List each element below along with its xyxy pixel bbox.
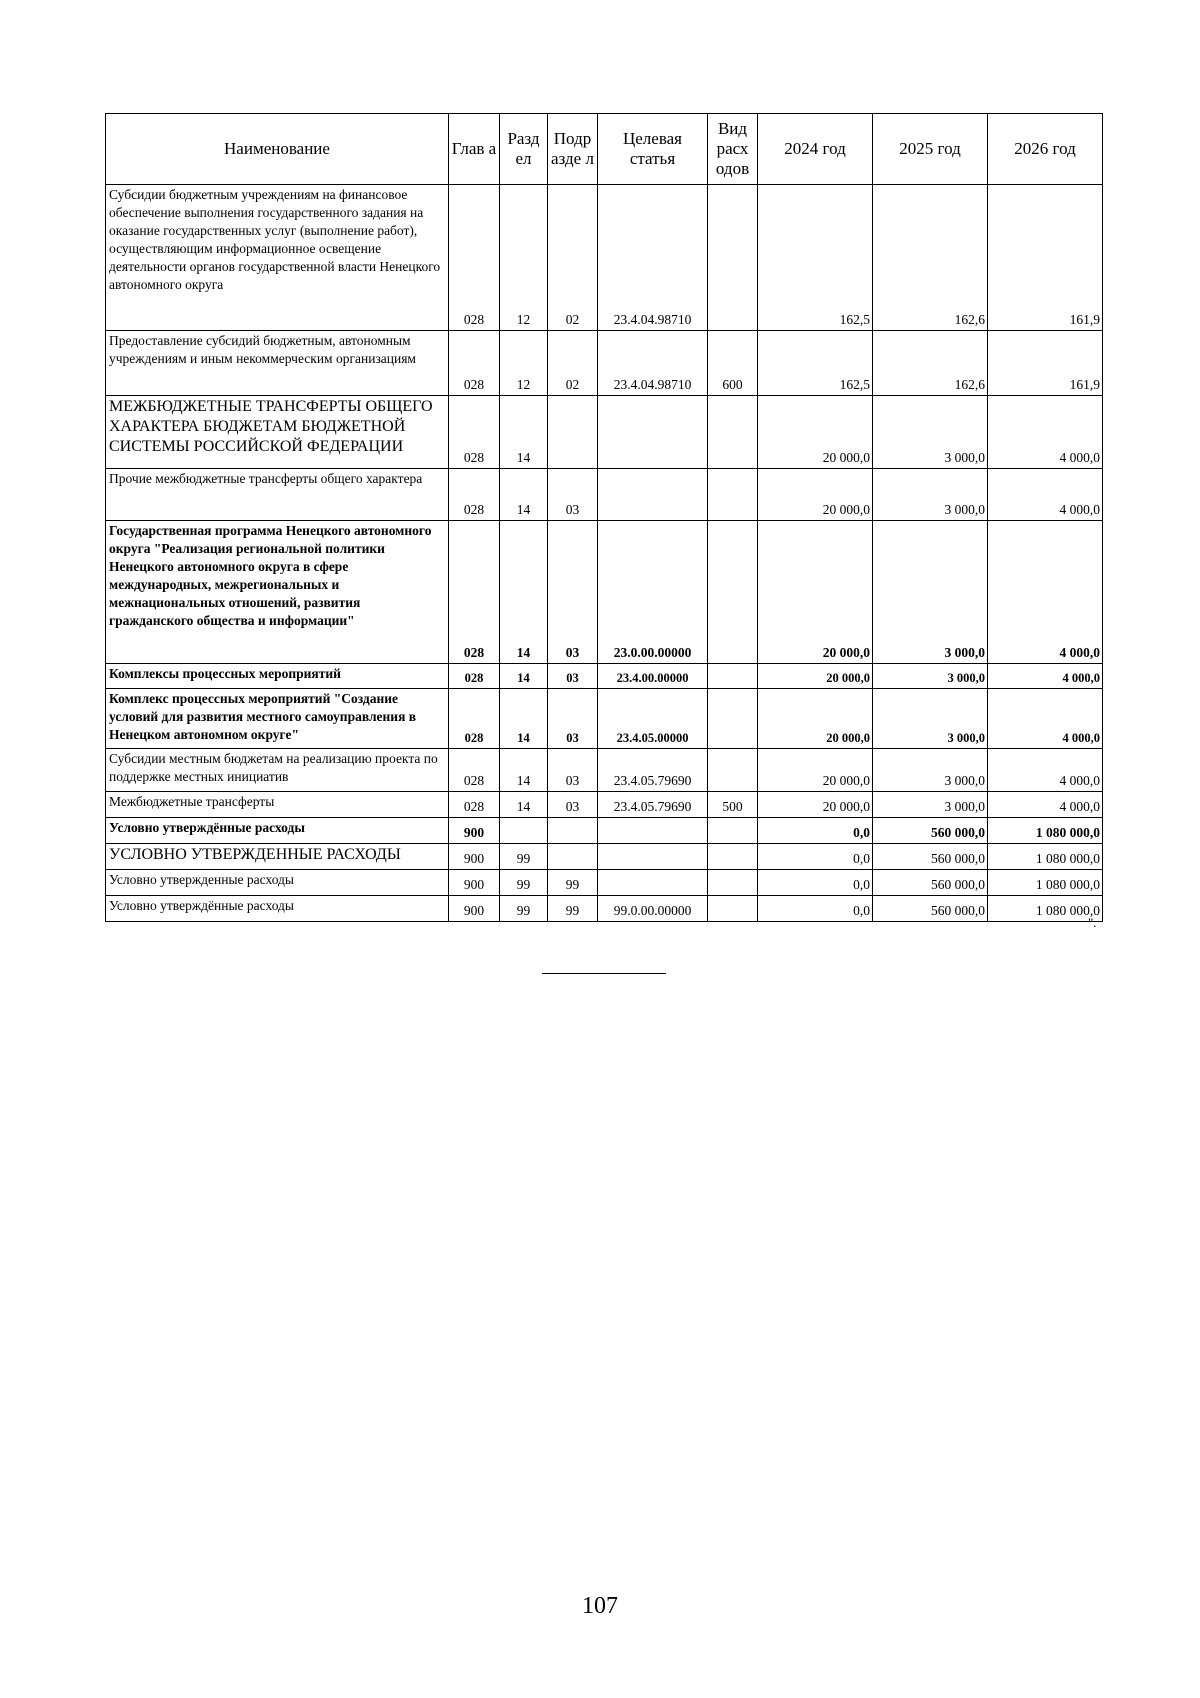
cell-podrazdel: 03 xyxy=(548,749,598,792)
cell-glava: 900 xyxy=(449,896,500,922)
cell-statya: 99.0.00.00000 xyxy=(598,896,708,922)
cell-glava: 900 xyxy=(449,844,500,870)
table-row xyxy=(106,469,1103,521)
table-row xyxy=(106,521,1103,664)
cell-vid xyxy=(708,844,758,870)
col-header-statya: Целевая статья xyxy=(598,114,708,185)
table-row xyxy=(106,870,1103,896)
cell-2026: 1 080 000,0 xyxy=(988,818,1103,844)
table-row xyxy=(106,331,1103,396)
cell-podrazdel: 02 xyxy=(548,185,598,331)
cell-2024: 162,5 xyxy=(758,185,873,331)
cell-2026: 161,9 xyxy=(988,185,1103,331)
col-header-2026: 2026 год xyxy=(988,114,1103,185)
cell-2024: 0,0 xyxy=(758,818,873,844)
cell-2024: 20 000,0 xyxy=(758,469,873,521)
cell-2026: 4 000,0 xyxy=(988,749,1103,792)
cell-2026: 161,9 xyxy=(988,331,1103,396)
cell-podrazdel: 99 xyxy=(548,896,598,922)
col-header-glava: Глав а xyxy=(449,114,500,185)
budget-table xyxy=(105,113,1103,922)
cell-2026: 1 080 000,0 xyxy=(988,844,1103,870)
table-row xyxy=(106,185,1103,331)
cell-razdel xyxy=(500,818,548,844)
cell-2024: 0,0 xyxy=(758,844,873,870)
cell-glava: 028 xyxy=(449,792,500,818)
cell-razdel: 14 xyxy=(500,469,548,521)
cell-razdel: 14 xyxy=(500,396,548,469)
cell-podrazdel xyxy=(548,818,598,844)
table-row xyxy=(106,844,1103,870)
cell-vid: 500 xyxy=(708,792,758,818)
cell-name: Условно утвержденные расходы xyxy=(106,870,449,896)
cell-statya: 23.4.04.98710 xyxy=(598,331,708,396)
cell-2025: 3 000,0 xyxy=(873,792,988,818)
cell-vid xyxy=(708,521,758,664)
cell-2025: 3 000,0 xyxy=(873,689,988,749)
cell-name: Условно утверждённые расходы xyxy=(106,818,449,844)
cell-razdel: 12 xyxy=(500,185,548,331)
cell-statya: 23.0.00.00000 xyxy=(598,521,708,664)
table-row xyxy=(106,896,1103,922)
cell-glava: 028 xyxy=(449,396,500,469)
cell-statya: 23.4.04.98710 xyxy=(598,185,708,331)
cell-2024: 20 000,0 xyxy=(758,689,873,749)
table-row xyxy=(106,689,1103,749)
col-header-podrazdel: Подр азде л xyxy=(548,114,598,185)
cell-2025: 560 000,0 xyxy=(873,870,988,896)
cell-razdel: 99 xyxy=(500,844,548,870)
cell-razdel: 14 xyxy=(500,749,548,792)
cell-name: Субсидии местным бюджетам на реализацию проекта по поддержке местных инициатив xyxy=(106,749,449,792)
cell-2026: 1 080 000,0 xyxy=(988,870,1103,896)
table-header-row xyxy=(106,114,1103,185)
cell-name: Условно утверждённые расходы xyxy=(106,896,449,922)
cell-razdel: 14 xyxy=(500,792,548,818)
cell-2024: 0,0 xyxy=(758,896,873,922)
cell-statya: 23.4.05.00000 xyxy=(598,689,708,749)
col-header-name: Наименование xyxy=(106,114,449,185)
cell-2025: 162,6 xyxy=(873,331,988,396)
cell-2024: 162,5 xyxy=(758,331,873,396)
cell-razdel: 14 xyxy=(500,664,548,689)
cell-2026: 4 000,0 xyxy=(988,521,1103,664)
cell-statya: 23.4.05.79690 xyxy=(598,749,708,792)
cell-statya xyxy=(598,844,708,870)
cell-podrazdel xyxy=(548,844,598,870)
cell-statya xyxy=(598,818,708,844)
cell-name: УСЛОВНО УТВЕРЖДЕННЫЕ РАСХОДЫ xyxy=(106,844,449,870)
cell-razdel: 14 xyxy=(500,521,548,664)
page-number: 107 xyxy=(582,1593,618,1619)
cell-2025: 3 000,0 xyxy=(873,469,988,521)
cell-name: МЕЖБЮДЖЕТНЫЕ ТРАНСФЕРТЫ ОБЩЕГО ХАРАКТЕРА БЮДЖЕТАМ БЮДЖЕТНОЙ СИСТЕМЫ РОССИЙСКОЙ ФЕДЕРАЦИИ xyxy=(106,396,449,469)
cell-name: Комплекс процессных мероприятий "Создание условий для развития местного самоуправления в Ненецком автономном округе" xyxy=(106,689,449,749)
cell-glava: 900 xyxy=(449,870,500,896)
end-of-section-rule xyxy=(542,973,666,974)
cell-razdel: 99 xyxy=(500,896,548,922)
cell-2025: 162,6 xyxy=(873,185,988,331)
cell-2026: 4 000,0 xyxy=(988,689,1103,749)
closing-quote-mark: ". xyxy=(1088,915,1097,930)
cell-podrazdel: 03 xyxy=(548,469,598,521)
cell-2025: 560 000,0 xyxy=(873,896,988,922)
cell-2025: 3 000,0 xyxy=(873,664,988,689)
table-row xyxy=(106,664,1103,689)
cell-podrazdel: 03 xyxy=(548,689,598,749)
cell-vid: 600 xyxy=(708,331,758,396)
cell-razdel: 14 xyxy=(500,689,548,749)
cell-glava: 028 xyxy=(449,749,500,792)
cell-2026: 4 000,0 xyxy=(988,469,1103,521)
cell-2024: 20 000,0 xyxy=(758,792,873,818)
cell-2026: 4 000,0 xyxy=(988,396,1103,469)
cell-podrazdel: 99 xyxy=(548,870,598,896)
cell-podrazdel xyxy=(548,396,598,469)
cell-vid xyxy=(708,664,758,689)
cell-name: Межбюджетные трансферты xyxy=(106,792,449,818)
cell-2025: 560 000,0 xyxy=(873,818,988,844)
cell-2024: 20 000,0 xyxy=(758,396,873,469)
cell-name: Комплексы процессных мероприятий xyxy=(106,664,449,689)
cell-podrazdel: 03 xyxy=(548,521,598,664)
cell-glava: 028 xyxy=(449,664,500,689)
cell-2024: 20 000,0 xyxy=(758,664,873,689)
cell-vid xyxy=(708,749,758,792)
cell-name: Предоставление субсидий бюджетным, автономным учреждениям и иным некоммерческим организациям xyxy=(106,331,449,396)
col-header-vid: Вид расх одов xyxy=(708,114,758,185)
cell-statya xyxy=(598,396,708,469)
cell-statya: 23.4.05.79690 xyxy=(598,792,708,818)
table-row xyxy=(106,818,1103,844)
cell-razdel: 99 xyxy=(500,870,548,896)
cell-2024: 20 000,0 xyxy=(758,749,873,792)
cell-podrazdel: 02 xyxy=(548,331,598,396)
cell-vid xyxy=(708,870,758,896)
table-row xyxy=(106,792,1103,818)
cell-statya xyxy=(598,469,708,521)
cell-vid xyxy=(708,469,758,521)
cell-vid xyxy=(708,689,758,749)
cell-statya: 23.4.00.00000 xyxy=(598,664,708,689)
cell-2026: 4 000,0 xyxy=(988,792,1103,818)
table-row xyxy=(106,749,1103,792)
cell-name: Государственная программа Ненецкого автономного округа "Реализация региональной политики Ненецкого автономного округа в сфере международных, межрегиональных и межнациональных отношений, развития гражданского общества и информации" xyxy=(106,521,449,664)
table-row xyxy=(106,396,1103,469)
cell-2026: 4 000,0 xyxy=(988,664,1103,689)
cell-glava: 028 xyxy=(449,469,500,521)
cell-2025: 3 000,0 xyxy=(873,396,988,469)
cell-name: Прочие межбюджетные трансферты общего характера xyxy=(106,469,449,521)
cell-2024: 20 000,0 xyxy=(758,521,873,664)
cell-podrazdel: 03 xyxy=(548,792,598,818)
cell-glava: 028 xyxy=(449,689,500,749)
cell-statya xyxy=(598,870,708,896)
cell-glava: 028 xyxy=(449,185,500,331)
cell-2025: 3 000,0 xyxy=(873,749,988,792)
cell-vid xyxy=(708,185,758,331)
cell-name: Субсидии бюджетным учреждениям на финансовое обеспечение выполнения государственного задания на оказание государственных услуг (выполнение работ), осуществляющим информационное освещение деятельности органов государственной власти Ненецкого автономного округа xyxy=(106,185,449,331)
cell-podrazdel: 03 xyxy=(548,664,598,689)
col-header-razdel: Разд ел xyxy=(500,114,548,185)
col-header-2024: 2024 год xyxy=(758,114,873,185)
cell-glava: 028 xyxy=(449,331,500,396)
cell-glava: 900 xyxy=(449,818,500,844)
cell-glava: 028 xyxy=(449,521,500,664)
cell-vid xyxy=(708,896,758,922)
cell-razdel: 12 xyxy=(500,331,548,396)
col-header-2025: 2025 год xyxy=(873,114,988,185)
cell-2025: 560 000,0 xyxy=(873,844,988,870)
cell-2026: 1 080 000,0 xyxy=(988,896,1103,922)
cell-2024: 0,0 xyxy=(758,870,873,896)
cell-vid xyxy=(708,818,758,844)
cell-2025: 3 000,0 xyxy=(873,521,988,664)
cell-vid xyxy=(708,396,758,469)
